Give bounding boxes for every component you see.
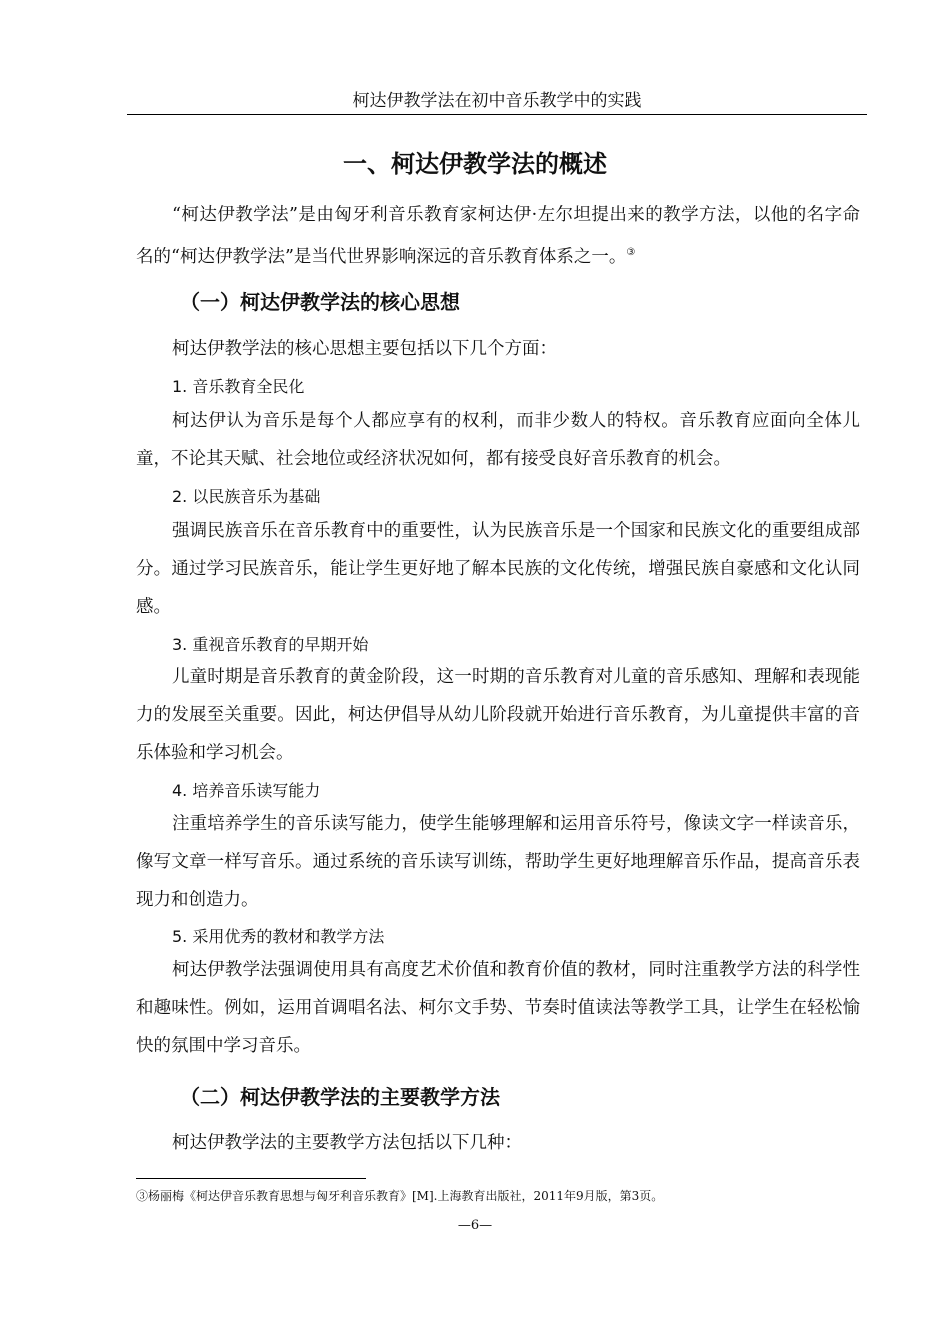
footnote-marker: ③	[626, 247, 636, 258]
page-number: —6—	[457, 1218, 493, 1233]
item-title-1: 1. 音乐教育全民化	[172, 377, 305, 396]
section1-lead: 柯达伊教学法的核心思想主要包括以下几个方面：	[172, 339, 557, 359]
footnote: ③杨丽梅《柯达伊音乐教育思想与匈牙利音乐教育》[M].上海教育出版社，2011年9月版，第3页。	[136, 1189, 664, 1203]
item-text-4: 注重培养学生的音乐读写能力，使学生能够理解和运用音乐符号，像读文字一样读音乐，像写文章一样写音乐。通过系统的音乐读写训练，帮助学生更好地理解音乐作品，提高音乐表现力和创造力。	[136, 814, 860, 910]
item-text-1: 柯达伊认为音乐是每个人都应享有的权利，而非少数人的特权。音乐教育应面向全体儿童，不论其天赋、社会地位或经济状况如何，都有接受良好音乐教育的机会。	[136, 411, 860, 469]
running-header: 柯达伊教学法在初中音乐教学中的实践	[127, 88, 867, 115]
section-heading-1: （一）柯达伊教学法的核心思想	[180, 290, 460, 314]
item-text-3: 儿童时期是音乐教育的黄金阶段，这一时期的音乐教育对儿童的音乐感知、理解和表现能力的发展至关重要。因此，柯达伊倡导从幼儿阶段就开始进行音乐教育，为儿童提供丰富的音乐体验和学习机会。	[136, 667, 860, 763]
item-title-5: 5. 采用优秀的教材和教学方法	[172, 927, 385, 946]
intro-paragraph	[136, 196, 860, 276]
section2-lead: 柯达伊教学法的主要教学方法包括以下几种：	[172, 1133, 522, 1153]
chapter-title: 一、柯达伊教学法的概述	[343, 150, 607, 178]
item-text-2: 强调民族音乐在音乐教育中的重要性，认为民族音乐是一个国家和民族文化的重要组成部分。通过学习民族音乐，能让学生更好地了解本民族的文化传统，增强民族自豪感和文化认同感。	[136, 521, 860, 617]
section-heading-2: （二）柯达伊教学法的主要教学方法	[180, 1085, 500, 1109]
item-title-4: 4. 培养音乐读写能力	[172, 781, 321, 800]
item-title-3: 3. 重视音乐教育的早期开始	[172, 635, 369, 654]
footnote-divider	[136, 1178, 366, 1179]
item-text-5: 柯达伊教学法强调使用具有高度艺术价值和教育价值的教材，同时注重教学方法的科学性和趣味性。例如，运用首调唱名法、柯尔文手势、节奏时值读法等教学工具，让学生在轻松愉快的氛围中学习音乐。	[136, 960, 860, 1056]
item-title-2: 2. 以民族音乐为基础	[172, 487, 321, 506]
intro-text: “柯达伊教学法”是由匈牙利音乐教育家柯达伊·左尔坦提出来的教学方法，以他的名字命名的“柯达伊教学法”是当代世界影响深远的音乐教育体系之一。	[136, 205, 860, 267]
